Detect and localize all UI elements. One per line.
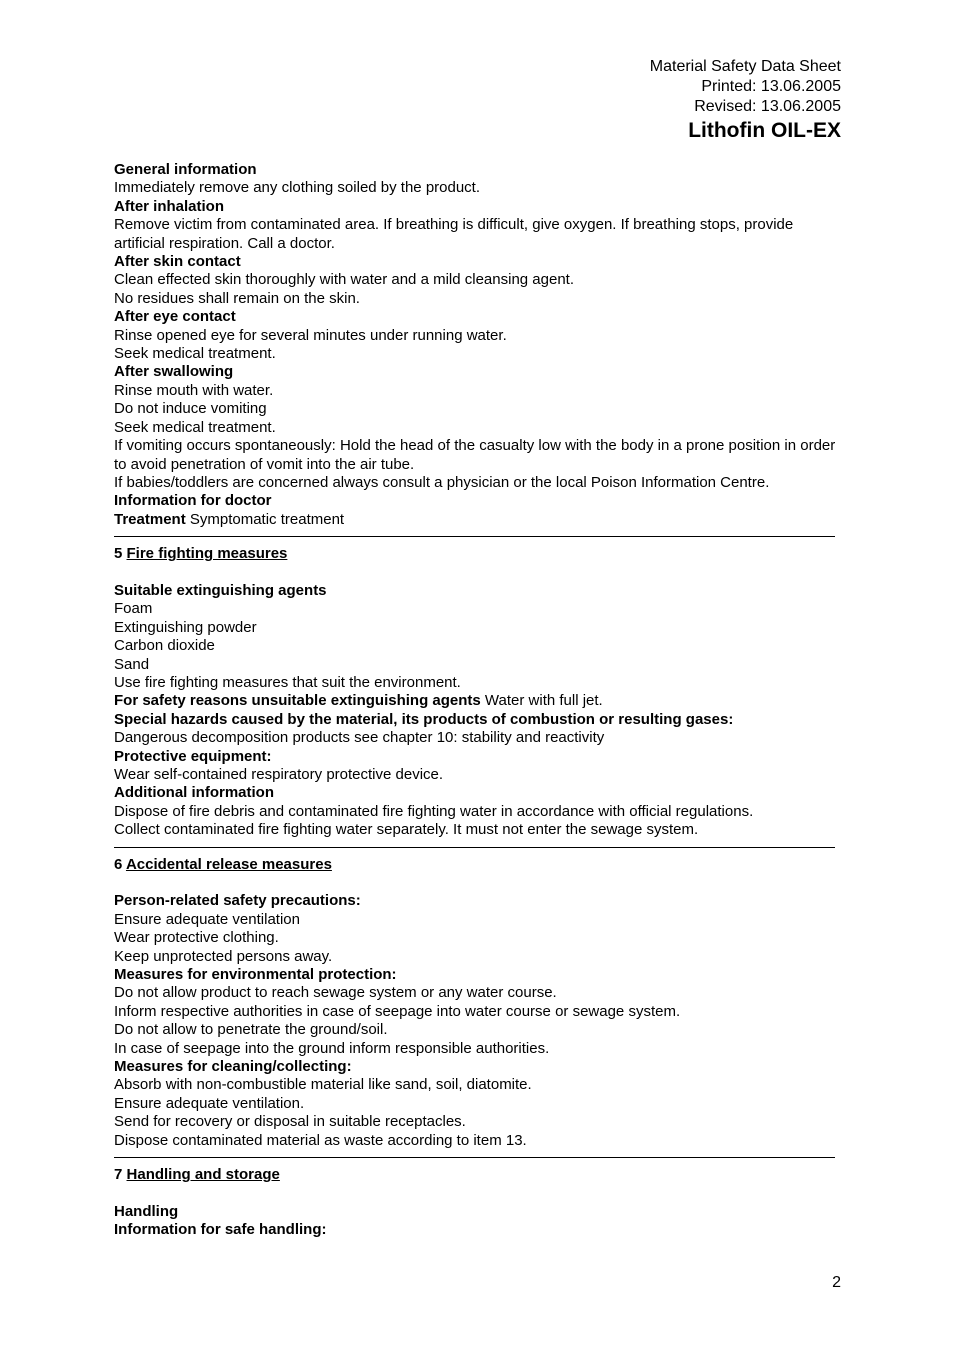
handling-heading: Handling [114,1202,179,1220]
printed-date: Printed: 13.06.2005 [701,78,841,95]
person-precautions-line: Ensure adequate ventilation [114,910,300,928]
unsuitable-agents-text: Water with full jet. [480,692,603,710]
page-number: 2 [832,1274,841,1291]
section-divider [114,1157,835,1158]
person-precautions-line: Keep unprotected persons away. [114,947,333,965]
cleaning-line: Ensure adequate ventilation. [114,1094,305,1112]
swallowing-line: Seek medical treatment. [114,418,276,436]
additional-info-heading: Additional information [114,784,274,802]
cleaning-line: Absorb with non-combustible material like sand, soil, diatomite. [114,1076,532,1094]
extinguishing-agent: Carbon dioxide [114,637,215,655]
extinguishing-agent: Extinguishing powder [114,618,257,636]
env-protection-heading: Measures for environmental protection: [114,966,397,984]
extinguishing-agent: Sand [114,655,150,673]
section-5-title [114,545,844,563]
cleaning-heading: Measures for cleaning/collecting: [114,1058,352,1076]
env-protection-line: Inform respective authorities in case of seepage into water course or sewage system. [114,1002,681,1020]
general-info-text: Immediately remove any clothing soiled by the product. [114,179,481,197]
section-divider [114,847,835,848]
document-header [650,57,841,144]
doctor-info-heading: Information for doctor [114,492,272,510]
person-precautions-line: Wear protective clothing. [114,929,279,947]
protective-equipment-heading: Protective equipment: [114,747,272,765]
doc-type: Material Safety Data Sheet [649,58,841,75]
section-7-title [114,1166,844,1184]
extinguishing-agent: Use fire fighting measures that suit the environment. [114,673,461,691]
section-5-number: 5 [114,545,127,563]
general-info-heading: General information [114,161,257,178]
eye-contact-line: Rinse opened eye for several minutes under running water. [114,326,507,344]
extinguishing-agent: Foam [114,600,153,618]
skin-contact-line: No residues shall remain on the skin. [114,289,360,307]
eye-contact-line: Seek medical treatment. [114,345,276,363]
eye-contact-heading: After eye contact [114,308,236,326]
inhalation-text: Remove victim from contaminated area. If breathing is difficult, give oxygen. If breathing stops, provide artificial respiration. Call a doctor. [114,216,794,252]
env-protection-line: In case of seepage into the ground inform responsible authorities. [114,1039,550,1057]
unsuitable-agents-line [114,692,844,710]
swallowing-line: Do not induce vomiting [114,400,267,418]
inhalation-heading: After inhalation [114,197,225,215]
treatment-line [114,511,844,529]
special-hazards-heading: Special hazards caused by the material, its products of combustion or resulting gases: [114,710,734,728]
unsuitable-agents-label: For safety reasons unsuitable extinguishing agents [114,692,481,710]
person-precautions-heading: Person-related safety precautions: [114,892,361,910]
swallowing-babies-text: If babies/toddlers are concerned always consult a physician or the local Poison Information Centre. [114,473,770,491]
extinguishing-agents-heading: Suitable extinguishing agents [114,581,327,599]
section-7-number: 7 [114,1166,127,1184]
special-hazards-text: Dangerous decomposition products see chapter 10: stability and reactivity [114,729,605,747]
section-6-title [114,856,844,874]
revised-date: Revised: 13.06.2005 [694,98,841,115]
document-body [114,161,844,1240]
skin-contact-heading: After skin contact [114,253,241,271]
treatment-text: Symptomatic treatment [185,510,345,528]
cleaning-line: Send for recovery or disposal in suitable receptacles. [114,1113,466,1131]
additional-info-line: Collect contaminated fire fighting water separately. It must not enter the sewage system. [114,821,699,839]
cleaning-line: Dispose contaminated material as waste according to item 13. [114,1131,527,1149]
section-5-title-text: Fire fighting measures [126,545,288,563]
env-protection-line: Do not allow to penetrate the ground/soil. [114,1021,388,1039]
swallowing-vomit-text: If vomiting occurs spontaneously: Hold the head of the casualty low with the body in a prone position in order to avoid penetration of vomit into the air tube. [114,437,836,473]
swallowing-line: Rinse mouth with water. [114,381,274,399]
safe-handling-heading: Information for safe handling: [114,1221,327,1239]
section-divider [114,536,835,537]
treatment-label: Treatment [114,510,186,528]
product-name: Lithofin OIL-EX [688,119,841,142]
section-6-title-text: Accidental release measures [125,855,332,873]
swallowing-heading: After swallowing [114,363,234,381]
protective-equipment-text: Wear self-contained respiratory protective device. [114,765,444,783]
env-protection-line: Do not allow product to reach sewage system or any water course. [114,984,557,1002]
section-6-number: 6 [114,855,126,873]
section-7-title-text: Handling and storage [126,1166,280,1184]
additional-info-line: Dispose of fire debris and contaminated fire fighting water in accordance with official regulations. [114,802,754,820]
skin-contact-line: Clean effected skin thoroughly with water and a mild cleansing agent. [114,271,574,289]
